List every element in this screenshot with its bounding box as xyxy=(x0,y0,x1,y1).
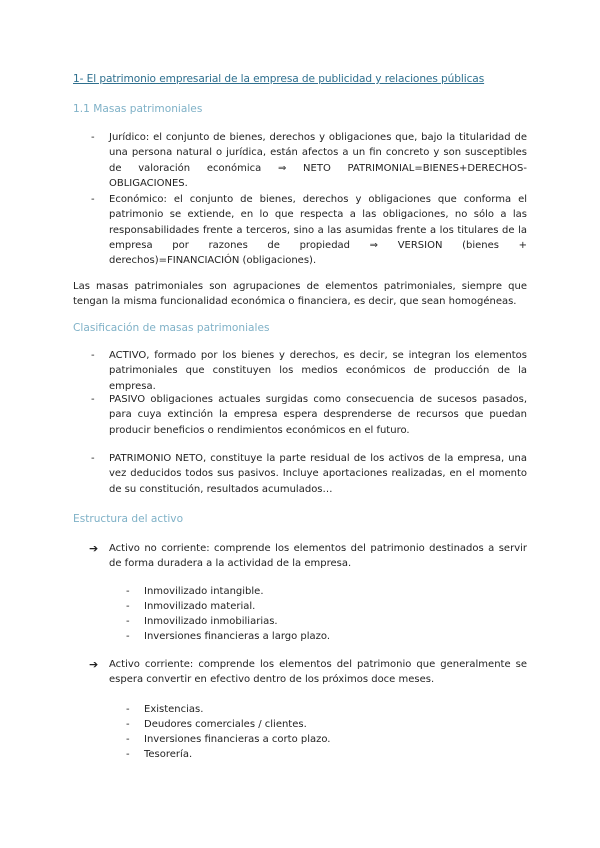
dash-bullet: - xyxy=(126,719,130,730)
dash-bullet: - xyxy=(91,132,95,143)
dash-bullet: - xyxy=(126,601,130,612)
section-heading-clasificacion: Clasificación de masas patrimoniales xyxy=(73,322,270,334)
economico-paragraph: Económico: el conjunto de bienes, derechos y obligaciones que conforma el patrimonio se extiende, en lo que respecta a las obligaciones, no sólo a las responsabilidades frente a terceros, sino a las asumidas frente a los titulares de la empresa por razones de propiedad ⇒ VERSION (bienes + derechos)=FINANCIACIÓN (obligaciones). xyxy=(109,194,527,267)
list-item-corriente: Deudores comerciales / clientes. xyxy=(144,719,307,730)
juridico-paragraph: Jurídico: el conjunto de bienes, derechos y obligaciones que, bajo la titularidad de una persona natural o jurídica, están afectos a un fin concreto y son susceptibles de valoración económica ⇒ NETO PATRIMONIAL=BIENES+DERECHOS-OBLIGACIONES. xyxy=(109,132,527,189)
document-title: 1- El patrimonio empresarial de la empresa de publicidad y relaciones públicas xyxy=(73,73,485,85)
arrow-bullet-icon: ➔ xyxy=(89,658,99,671)
activo-corriente-paragraph: Activo corriente: comprende los elementos del patrimonio que generalmente se espera convertir en efectivo dentro de los próximos doce meses. xyxy=(109,659,527,686)
list-item-no-corriente: Inmovilizado material. xyxy=(144,601,256,612)
arrow-bullet-icon: ➔ xyxy=(89,542,99,555)
masas-intro-paragraph: Las masas patrimoniales son agrupaciones de elementos patrimoniales, siempre que tengan la misma funcionalidad económica o financiera, es decir, que sean homogéneas. xyxy=(73,281,527,308)
list-item-corriente: Tesorería. xyxy=(144,749,193,760)
activo-no-corriente-paragraph: Activo no corriente: comprende los elementos del patrimonio destinados a servir de forma duradera a la actividad de la empresa. xyxy=(109,543,527,570)
dash-bullet: - xyxy=(126,734,130,745)
dash-bullet: - xyxy=(91,394,95,405)
patrimonio-neto-paragraph: PATRIMONIO NETO, constituye la parte residual de los activos de la empresa, una vez deducidos todos sus pasivos. Incluye aportaciones realizadas, en el momento de su constitución, resultados acumulados… xyxy=(109,453,527,495)
dash-bullet: - xyxy=(126,704,130,715)
list-item-corriente: Inversiones financieras a corto plazo. xyxy=(144,734,331,745)
dash-bullet: - xyxy=(91,194,95,205)
list-item-corriente: Existencias. xyxy=(144,704,204,715)
dash-bullet: - xyxy=(126,616,130,627)
list-item-no-corriente: Inversiones financieras a largo plazo. xyxy=(144,631,331,642)
dash-bullet: - xyxy=(91,350,95,361)
dash-bullet: - xyxy=(126,749,130,760)
section-heading-masas: 1.1 Masas patrimoniales xyxy=(73,103,203,115)
dash-bullet: - xyxy=(126,586,130,597)
pasivo-paragraph: PASIVO obligaciones actuales surgidas como consecuencia de sucesos pasados, para cuya extinción la empresa espera desprenderse de recursos que puedan producir beneficios o rendimientos económicos en el futuro. xyxy=(109,394,527,436)
list-item-no-corriente: Inmovilizado intangible. xyxy=(144,586,264,597)
list-item-no-corriente: Inmovilizado inmobiliarias. xyxy=(144,616,278,627)
section-heading-estructura: Estructura del activo xyxy=(73,513,184,525)
dash-bullet: - xyxy=(91,453,95,464)
dash-bullet: - xyxy=(126,631,130,642)
activo-paragraph: ACTIVO, formado por los bienes y derechos, es decir, se integran los elementos patrimoniales que constituyen los medios económicos de producción de la empresa. xyxy=(109,350,527,392)
